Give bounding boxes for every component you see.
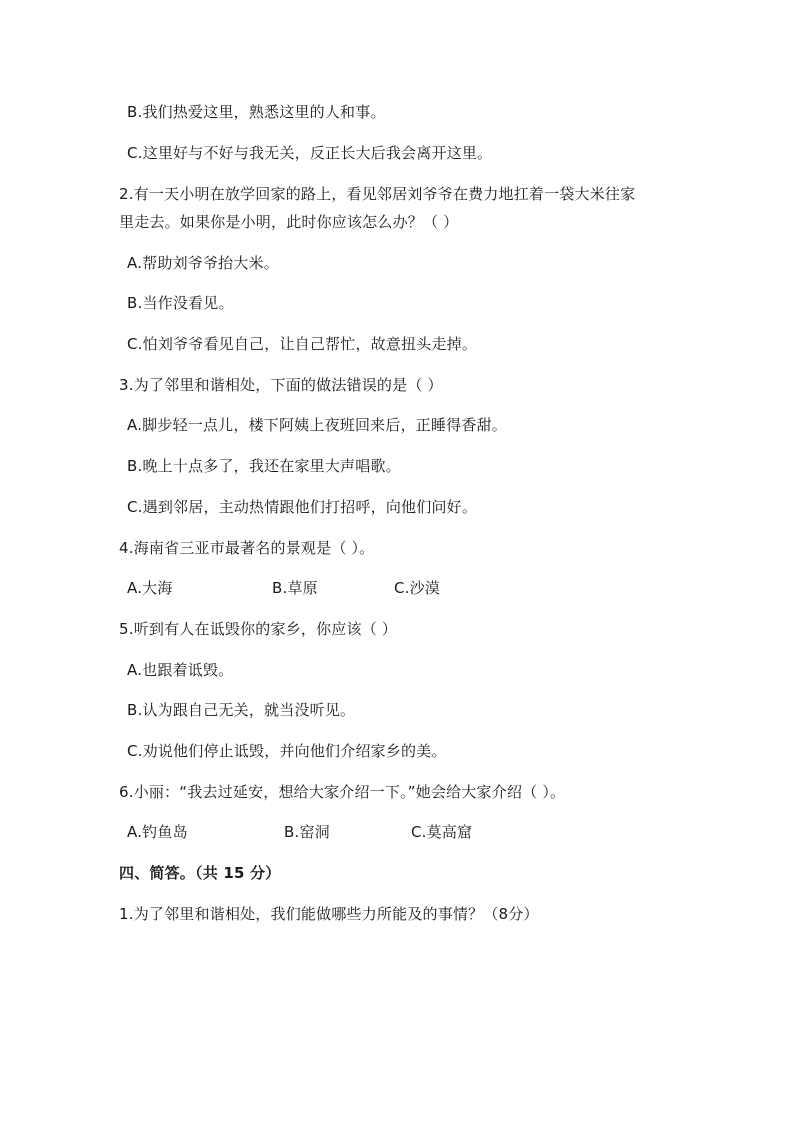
q3-option-a: A.脚步轻一点儿，楼下阿姨上夜班回来后，正睡得香甜。 bbox=[127, 416, 507, 434]
q2-option-c: C.怕刘爷爷看见自己，让自己帮忙，故意扭头走掉。 bbox=[127, 335, 478, 353]
q1-option-c: C.这里好与不好与我无关，反正长大后我会离开这里。 bbox=[127, 144, 493, 162]
q5-option-a: A.也跟着诋毁。 bbox=[127, 661, 234, 679]
q3-option-b: B.晚上十点多了，我还在家里大声唱歌。 bbox=[127, 457, 401, 475]
q6-option-a: A.钓鱼岛 bbox=[127, 823, 188, 841]
question-2: 2.有一天小明在放学回家的路上，看见邻居刘爷爷在费力地扛着一袋大米往家 bbox=[119, 185, 636, 203]
q1-option-b: B.我们热爱这里，熟悉这里的人和事。 bbox=[127, 103, 386, 121]
question-3: 3.为了邻里和谐相处，下面的做法错误的是（ ） bbox=[119, 376, 443, 394]
q6-option-c: C.莫高窟 bbox=[411, 823, 473, 841]
q2-option-b: B.当作没看见。 bbox=[127, 294, 234, 312]
q4-option-c: C.沙漠 bbox=[394, 579, 441, 597]
q5-option-c: C.劝说他们停止诋毁，并向他们介绍家乡的美。 bbox=[127, 742, 447, 760]
question-4: 4.海南省三亚市最著名的景观是（ ）。 bbox=[119, 539, 375, 557]
q3-option-c: C.遇到邻居，主动热情跟他们打招呼，向他们问好。 bbox=[127, 498, 478, 516]
section-4-question-1: 1.为了邻里和谐相处，我们能做哪些力所能及的事情？（8分） bbox=[119, 905, 539, 923]
q4-option-a: A.大海 bbox=[127, 579, 173, 597]
q2-option-a: A.帮助刘爷爷抬大米。 bbox=[127, 254, 279, 272]
question-2-continued: 里走去。如果你是小明，此时你应该怎么办？（ ） bbox=[119, 213, 459, 231]
q5-option-b: B.认为跟自己无关，就当没听见。 bbox=[127, 701, 356, 719]
question-6: 6.小丽：“我去过延安，想给大家介绍一下。”她会给大家介绍（ ）。 bbox=[119, 783, 566, 801]
question-5: 5.听到有人在诋毁你的家乡，你应该（ ） bbox=[119, 620, 398, 638]
q4-option-b: B.草原 bbox=[272, 579, 318, 597]
q6-option-b: B.窑洞 bbox=[284, 823, 330, 841]
section-4-heading: 四、简答。（共 15 分） bbox=[119, 864, 281, 882]
